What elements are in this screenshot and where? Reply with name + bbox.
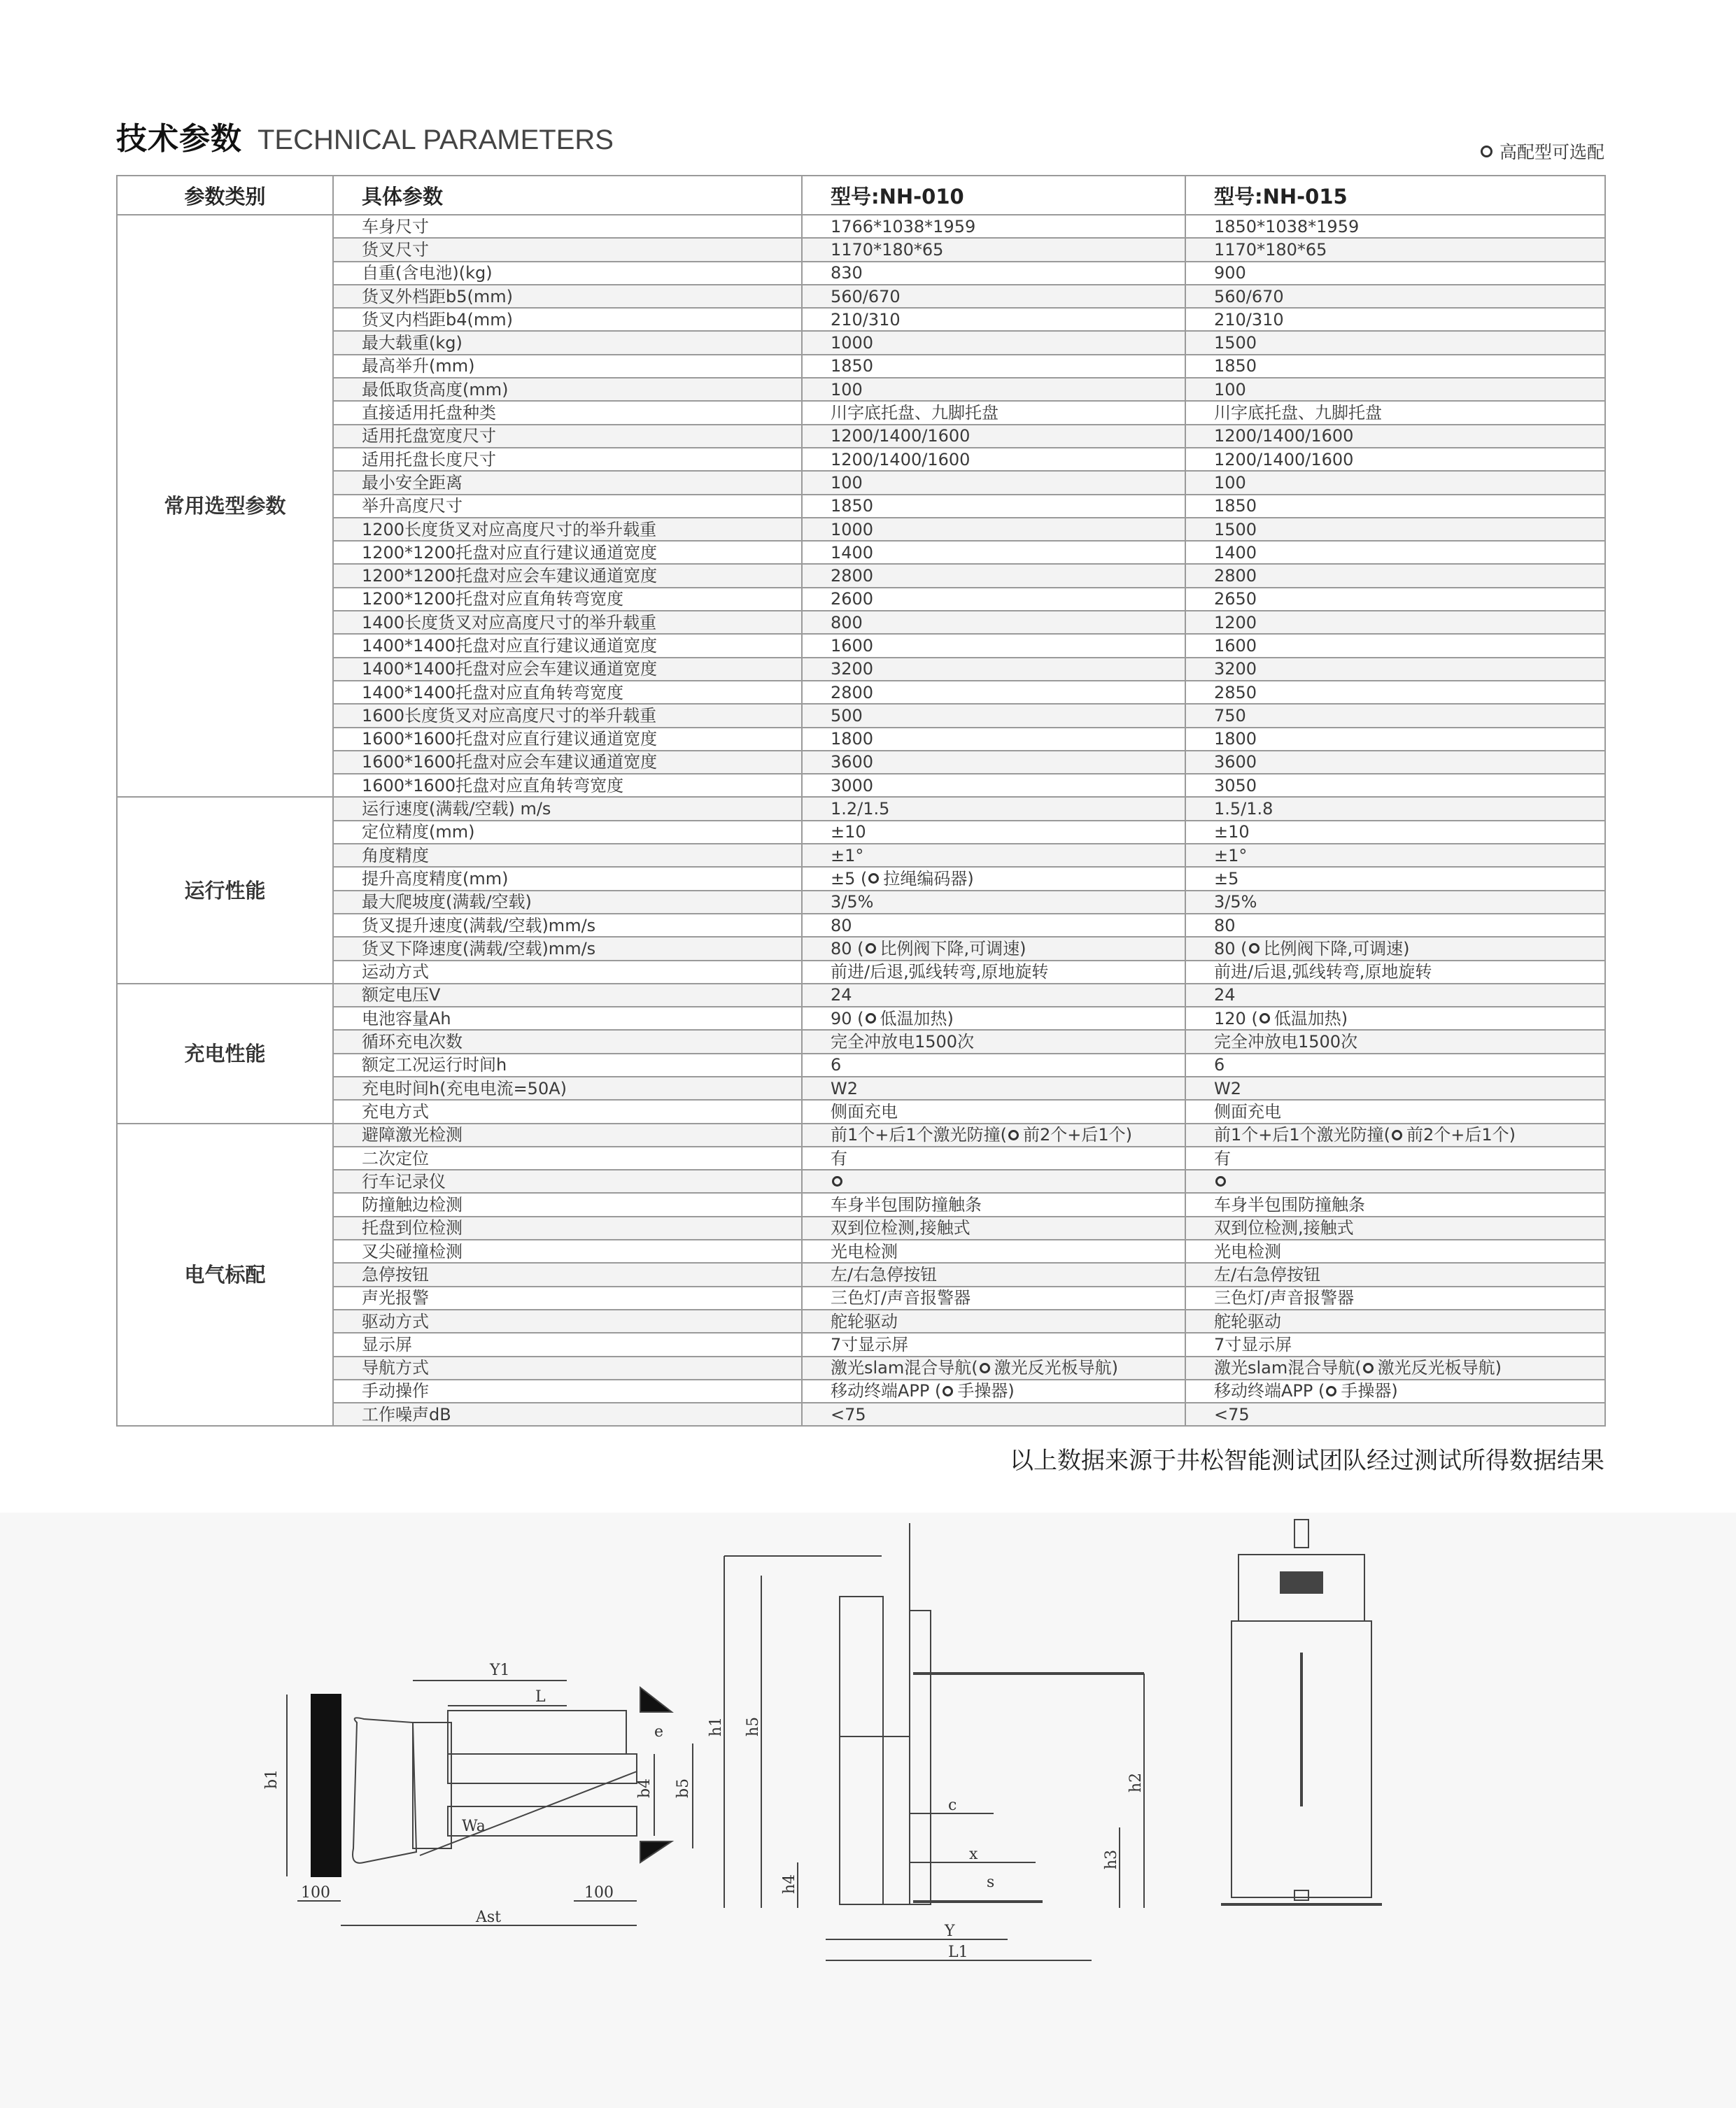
nh010-value-cell: ±1° (802, 844, 1185, 867)
parameter-cell: 1400*1400托盘对应直行建议通道宽度 (333, 634, 802, 657)
table-row (117, 425, 1605, 448)
table-row (117, 1030, 1605, 1053)
nh010-value-cell: W2 (802, 1077, 1185, 1100)
nh015-value-cell: ±1° (1185, 844, 1605, 867)
parameter-cell: 最低取货高度(mm) (333, 378, 802, 401)
label-ast: Ast (476, 1909, 502, 1926)
page-title (116, 113, 614, 162)
nh010-value-cell: 侧面充电 (802, 1100, 1185, 1123)
nh010-value-cell: 1600 (802, 634, 1185, 657)
optional-ring-icon (1481, 146, 1492, 157)
table-row (117, 331, 1605, 354)
parameter-cell: 适用托盘宽度尺寸 (333, 425, 802, 448)
header-model-nh015: 型号:NH-015 (1185, 176, 1605, 215)
table-row (117, 471, 1605, 494)
nh010-value-cell: 左/右急停按钮 (802, 1263, 1185, 1286)
optional-ring-icon (1249, 943, 1259, 954)
parameter-cell: 举升高度尺寸 (333, 495, 802, 518)
nh010-value-cell: 双到位检测,接触式 (802, 1217, 1185, 1240)
legend-label: 高配型可选配 (1499, 142, 1604, 162)
table-row (117, 1310, 1605, 1333)
parameter-cell: 循环充电次数 (333, 1030, 802, 1053)
label-l1: L1 (948, 1944, 968, 1961)
side-view-labels (707, 1717, 1145, 1961)
label-h3: h3 (1103, 1849, 1120, 1869)
nh015-value-cell: 前进/后退,弧线转弯,原地旋转 (1185, 961, 1605, 984)
nh015-value-cell: 3600 (1185, 751, 1605, 774)
table-row (117, 797, 1605, 820)
side-view-drawing (724, 1523, 1144, 1960)
nh015-value-cell: 3050 (1185, 774, 1605, 797)
nh010-value-cell: 前进/后退,弧线转弯,原地旋转 (802, 961, 1185, 984)
nh010-value-cell: 1850 (802, 495, 1185, 518)
parameter-cell: 1600*1600托盘对应直行建议通道宽度 (333, 728, 802, 751)
table-row (117, 262, 1605, 285)
nh015-value-cell: 7寸显示屏 (1185, 1333, 1605, 1356)
nh015-value-cell: W2 (1185, 1077, 1605, 1100)
nh010-value-cell: 车身半包围防撞触条 (802, 1193, 1185, 1216)
nh015-value-cell: 210/310 (1185, 308, 1605, 331)
nh015-value-cell: 1850 (1185, 495, 1605, 518)
label-h2: h2 (1127, 1772, 1145, 1792)
nh015-value-cell: 移动终端APP ( 手操器) (1185, 1380, 1605, 1403)
table-row (117, 1054, 1605, 1077)
nh015-value-cell: 1500 (1185, 331, 1605, 354)
label-b4: b4 (636, 1778, 654, 1798)
nh015-value-cell: 100 (1185, 471, 1605, 494)
table-row (117, 774, 1605, 797)
nh010-value-cell: 1766*1038*1959 (802, 215, 1185, 238)
table-row (117, 518, 1605, 541)
parameter-cell: 货叉提升速度(满载/空载)mm/s (333, 914, 802, 937)
nh015-value-cell: 1200 (1185, 611, 1605, 634)
nh010-value-cell: <75 (802, 1403, 1185, 1426)
category-cell: 常用选型参数 (117, 215, 333, 797)
label-y: Y (945, 1923, 955, 1940)
parameter-cell: 1200*1200托盘对应直行建议通道宽度 (333, 541, 802, 564)
optional-ring-icon (1326, 1386, 1336, 1396)
nh010-value-cell: 3600 (802, 751, 1185, 774)
nh010-value-cell: 移动终端APP ( 手操器) (802, 1380, 1185, 1403)
parameter-cell: 导航方式 (333, 1357, 802, 1380)
front-view-charging-port (1294, 1890, 1308, 1900)
top-view-fork-upper (448, 1754, 637, 1783)
nh010-value-cell: 1200/1400/1600 (802, 425, 1185, 448)
parameter-cell: 最高举升(mm) (333, 355, 802, 378)
top-view-battery-block (311, 1695, 341, 1876)
label-h1: h1 (707, 1716, 725, 1736)
nh010-value-cell (802, 1170, 1185, 1193)
table-row (117, 215, 1605, 238)
table-row (117, 751, 1605, 774)
table-row (117, 937, 1605, 960)
nh010-value-cell: 1850 (802, 355, 1185, 378)
nh015-value-cell: 川字底托盘、九脚托盘 (1185, 401, 1605, 424)
table-row (117, 1077, 1605, 1100)
top-view-arrow-lower (640, 1841, 672, 1862)
parameter-cell: 1600*1600托盘对应会车建议通道宽度 (333, 751, 802, 774)
label-100-left: 100 (301, 1884, 330, 1902)
label-s: s (987, 1874, 995, 1891)
nh010-value-cell: 3200 (802, 658, 1185, 681)
parameter-cell: 货叉下降速度(满载/空载)mm/s (333, 937, 802, 960)
label-e: e (654, 1723, 664, 1741)
table-row (117, 1287, 1605, 1310)
optional-ring-icon (866, 1013, 876, 1024)
table-row (117, 1333, 1605, 1356)
table-row (117, 541, 1605, 564)
nh010-value-cell: 1200/1400/1600 (802, 448, 1185, 471)
label-b1: b1 (263, 1769, 281, 1789)
nh010-value-cell: 80 (802, 914, 1185, 937)
category-cell: 电气标配 (117, 1124, 333, 1427)
parameter-cell: 提升高度精度(mm) (333, 867, 802, 890)
nh010-value-cell: ±5 ( 拉绳编码器) (802, 867, 1185, 890)
label-l: L (535, 1688, 546, 1706)
optional-ring-icon (1259, 1013, 1270, 1024)
parameter-cell: 二次定位 (333, 1147, 802, 1170)
parameter-cell: 急停按钮 (333, 1263, 802, 1286)
nh010-value-cell: 2800 (802, 681, 1185, 704)
parameter-cell: 1200*1200托盘对应直角转弯宽度 (333, 588, 802, 611)
parameter-cell: 货叉外档距b5(mm) (333, 285, 802, 308)
parameter-cell: 充电方式 (333, 1100, 802, 1123)
table-row (117, 914, 1605, 937)
parameter-cell: 货叉尺寸 (333, 238, 802, 261)
nh015-value-cell: 1200/1400/1600 (1185, 425, 1605, 448)
parameter-cell: 充电时间h(充电电流=50A) (333, 1077, 802, 1100)
nh015-value-cell: 1400 (1185, 541, 1605, 564)
parameter-cell: 电池容量Ah (333, 1007, 802, 1030)
table-row (117, 867, 1605, 890)
label-x: x (969, 1846, 978, 1863)
nh010-value-cell: 1400 (802, 541, 1185, 564)
table-row (117, 1217, 1605, 1240)
parameter-cell: 最大爬坡度(满载/空载) (333, 891, 802, 914)
nh015-value-cell: 900 (1185, 262, 1605, 285)
parameter-cell: 1400*1400托盘对应直角转弯宽度 (333, 681, 802, 704)
table-row (117, 1007, 1605, 1030)
parameter-cell: 角度精度 (333, 844, 802, 867)
parameter-cell: 1200长度货叉对应高度尺寸的举升载重 (333, 518, 802, 541)
label-c: c (948, 1797, 957, 1814)
dimension-drawings (0, 1513, 1736, 2108)
table-row (117, 588, 1605, 611)
nh015-value-cell: 1500 (1185, 518, 1605, 541)
nh015-value-cell: 750 (1185, 704, 1605, 727)
nh015-value-cell: 三色灯/声音报警器 (1185, 1287, 1605, 1310)
label-h5: h5 (744, 1716, 762, 1736)
parameter-cell: 避障激光检测 (333, 1124, 802, 1147)
nh015-value-cell: 完全冲放电1500次 (1185, 1030, 1605, 1053)
nh015-value-cell: 1.5/1.8 (1185, 797, 1605, 820)
nh015-value-cell: 80 (1185, 914, 1605, 937)
front-view-beacon (1294, 1520, 1308, 1548)
top-view-drawing (287, 1681, 693, 1925)
nh010-value-cell: ±10 (802, 821, 1185, 844)
optional-ring-icon (868, 873, 879, 884)
nh010-value-cell: 激光slam混合导航( 激光反光板导航) (802, 1357, 1185, 1380)
parameter-cell: 额定电压V (333, 984, 802, 1007)
spec-table-body (117, 215, 1605, 1426)
spec-table (116, 175, 1606, 1427)
nh010-value-cell: 1170*180*65 (802, 238, 1185, 261)
table-row (117, 611, 1605, 634)
parameter-cell: 自重(含电池)(kg) (333, 262, 802, 285)
nh010-value-cell: 1000 (802, 518, 1185, 541)
optional-ring-icon (1363, 1363, 1374, 1373)
table-row (117, 401, 1605, 424)
nh015-value-cell: 光电检测 (1185, 1240, 1605, 1263)
nh010-value-cell: 7寸显示屏 (802, 1333, 1185, 1356)
nh010-value-cell: 6 (802, 1054, 1185, 1077)
nh015-value-cell (1185, 1170, 1605, 1193)
table-row (117, 564, 1605, 587)
nh015-value-cell: ±10 (1185, 821, 1605, 844)
label-h4: h4 (781, 1874, 798, 1894)
nh015-value-cell: 1170*180*65 (1185, 238, 1605, 261)
front-view-display (1280, 1572, 1322, 1593)
nh010-value-cell: 500 (802, 704, 1185, 727)
header-category: 参数类别 (117, 176, 333, 215)
label-100-right: 100 (584, 1884, 614, 1902)
table-row (117, 891, 1605, 914)
label-y1: Y1 (490, 1662, 510, 1679)
nh010-value-cell: 有 (802, 1147, 1185, 1170)
header-model-nh010: 型号:NH-010 (802, 176, 1185, 215)
top-view-chassis (353, 1718, 416, 1863)
table-row (117, 1380, 1605, 1403)
nh010-value-cell: 100 (802, 471, 1185, 494)
side-view-mast (840, 1597, 883, 1904)
nh015-value-cell: 侧面充电 (1185, 1100, 1605, 1123)
source-note: 以上数据来源于井松智能测试团队经过测试所得数据结果 (1010, 1447, 1604, 1475)
table-row (117, 704, 1605, 727)
nh010-value-cell: 24 (802, 984, 1185, 1007)
parameter-cell: 驱动方式 (333, 1310, 802, 1333)
table-header-row (117, 176, 1605, 215)
table-row (117, 1124, 1605, 1147)
parameter-cell: 直接适用托盘种类 (333, 401, 802, 424)
nh010-value-cell: 舵轮驱动 (802, 1310, 1185, 1333)
parameter-cell: 叉尖碰撞检测 (333, 1240, 802, 1263)
nh015-value-cell: 24 (1185, 984, 1605, 1007)
nh015-value-cell: 120 ( 低温加热) (1185, 1007, 1605, 1030)
table-row (117, 1100, 1605, 1123)
nh010-value-cell: 80 ( 比例阀下降,可调速) (802, 937, 1185, 960)
nh010-value-cell: 800 (802, 611, 1185, 634)
nh010-value-cell: 1000 (802, 331, 1185, 354)
parameter-cell: 额定工况运行时间h (333, 1054, 802, 1077)
nh015-value-cell: 车身半包围防撞触条 (1185, 1193, 1605, 1216)
title-cn: 技术参数 (116, 121, 242, 157)
header-parameter: 具体参数 (333, 176, 802, 215)
nh010-value-cell: 前1个+后1个激光防撞( 前2个+后1个) (802, 1124, 1185, 1147)
nh015-value-cell: 560/670 (1185, 285, 1605, 308)
parameter-cell: 运行速度(满载/空载) m/s (333, 797, 802, 820)
nh015-value-cell: 100 (1185, 378, 1605, 401)
nh010-value-cell: 210/310 (802, 308, 1185, 331)
parameter-cell: 1600长度货叉对应高度尺寸的举升载重 (333, 704, 802, 727)
nh015-value-cell: 1850*1038*1959 (1185, 215, 1605, 238)
parameter-cell: 工作噪声dB (333, 1403, 802, 1426)
parameter-cell: 行车记录仪 (333, 1170, 802, 1193)
parameter-cell: 1400*1400托盘对应会车建议通道宽度 (333, 658, 802, 681)
top-view-arrow-upper (640, 1688, 672, 1712)
nh010-value-cell: 560/670 (802, 285, 1185, 308)
table-row (117, 238, 1605, 261)
optional-ring-icon (980, 1363, 990, 1373)
parameter-cell: 货叉内档距b4(mm) (333, 308, 802, 331)
parameter-cell: 显示屏 (333, 1333, 802, 1356)
parameter-cell: 托盘到位检测 (333, 1217, 802, 1240)
parameter-cell: 车身尺寸 (333, 215, 802, 238)
nh010-value-cell: 830 (802, 262, 1185, 285)
nh015-value-cell: 1850 (1185, 355, 1605, 378)
nh010-value-cell: 完全冲放电1500次 (802, 1030, 1185, 1053)
category-cell: 充电性能 (117, 984, 333, 1124)
optional-ring-icon (866, 943, 876, 954)
nh010-value-cell: 90 ( 低温加热) (802, 1007, 1185, 1030)
label-wa: Wa (462, 1818, 486, 1835)
table-row (117, 1147, 1605, 1170)
nh010-value-cell: 100 (802, 378, 1185, 401)
parameter-cell: 1200*1200托盘对应会车建议通道宽度 (333, 564, 802, 587)
nh015-value-cell: 2650 (1185, 588, 1605, 611)
table-row (117, 285, 1605, 308)
nh015-value-cell: 3200 (1185, 658, 1605, 681)
table-row (117, 634, 1605, 657)
nh015-value-cell: 6 (1185, 1054, 1605, 1077)
nh015-value-cell: 80 ( 比例阀下降,可调速) (1185, 937, 1605, 960)
optional-ring-icon (832, 1176, 842, 1187)
nh010-value-cell: 光电检测 (802, 1240, 1185, 1263)
parameter-cell: 最小安全距离 (333, 471, 802, 494)
nh015-value-cell: 2800 (1185, 564, 1605, 587)
parameter-cell: 1400长度货叉对应高度尺寸的举升载重 (333, 611, 802, 634)
table-row (117, 1170, 1605, 1193)
category-cell: 运行性能 (117, 797, 333, 983)
table-row (117, 495, 1605, 518)
nh015-value-cell: 2850 (1185, 681, 1605, 704)
nh010-value-cell: 三色灯/声音报警器 (802, 1287, 1185, 1310)
nh015-value-cell: 1600 (1185, 634, 1605, 657)
nh015-value-cell: <75 (1185, 1403, 1605, 1426)
table-row (117, 378, 1605, 401)
nh015-value-cell: 3/5% (1185, 891, 1605, 914)
nh015-value-cell: 1200/1400/1600 (1185, 448, 1605, 471)
optional-ring-icon (1392, 1130, 1402, 1140)
table-row (117, 448, 1605, 471)
front-view-drawing (1221, 1520, 1382, 1904)
table-row (117, 961, 1605, 984)
nh015-value-cell: 前1个+后1个激光防撞( 前2个+后1个) (1185, 1124, 1605, 1147)
parameter-cell: 手动操作 (333, 1380, 802, 1403)
table-row (117, 1263, 1605, 1286)
table-row (117, 821, 1605, 844)
parameter-cell: 适用托盘长度尺寸 (333, 448, 802, 471)
nh015-value-cell: 左/右急停按钮 (1185, 1263, 1605, 1286)
table-row (117, 984, 1605, 1007)
nh010-value-cell: 2800 (802, 564, 1185, 587)
table-row (117, 1403, 1605, 1426)
nh015-value-cell: ±5 (1185, 867, 1605, 890)
nh015-value-cell: 舵轮驱动 (1185, 1310, 1605, 1333)
parameter-cell: 最大载重(kg) (333, 331, 802, 354)
nh015-value-cell: 有 (1185, 1147, 1605, 1170)
legend (1481, 139, 1604, 164)
table-row (117, 681, 1605, 704)
parameter-cell: 声光报警 (333, 1287, 802, 1310)
parameter-cell: 定位精度(mm) (333, 821, 802, 844)
optional-ring-icon (943, 1386, 953, 1396)
side-view-body (840, 1736, 910, 1904)
nh015-value-cell: 双到位检测,接触式 (1185, 1217, 1605, 1240)
top-view-mast (413, 1723, 451, 1848)
nh015-value-cell: 1800 (1185, 728, 1605, 751)
optional-ring-icon (1215, 1176, 1226, 1187)
parameter-cell: 运动方式 (333, 961, 802, 984)
parameter-cell: 1600*1600托盘对应直角转弯宽度 (333, 774, 802, 797)
optional-ring-icon (1008, 1130, 1019, 1140)
table-row (117, 1357, 1605, 1380)
parameter-cell: 防撞触边检测 (333, 1193, 802, 1216)
label-b5: b5 (675, 1778, 692, 1798)
nh010-value-cell: 1800 (802, 728, 1185, 751)
side-view-carriage (910, 1611, 931, 1904)
nh010-value-cell: 2600 (802, 588, 1185, 611)
top-view-pallet-outer (448, 1711, 626, 1754)
title-en: TECHNICAL PARAMETERS (257, 125, 614, 155)
nh010-value-cell: 3000 (802, 774, 1185, 797)
table-row (117, 308, 1605, 331)
table-row (117, 844, 1605, 867)
nh015-value-cell: 激光slam混合导航( 激光反光板导航) (1185, 1357, 1605, 1380)
table-row (117, 355, 1605, 378)
nh010-value-cell: 川字底托盘、九脚托盘 (802, 401, 1185, 424)
nh010-value-cell: 3/5% (802, 891, 1185, 914)
table-row (117, 1193, 1605, 1216)
table-row (117, 728, 1605, 751)
table-row (117, 658, 1605, 681)
nh010-value-cell: 1.2/1.5 (802, 797, 1185, 820)
table-row (117, 1240, 1605, 1263)
